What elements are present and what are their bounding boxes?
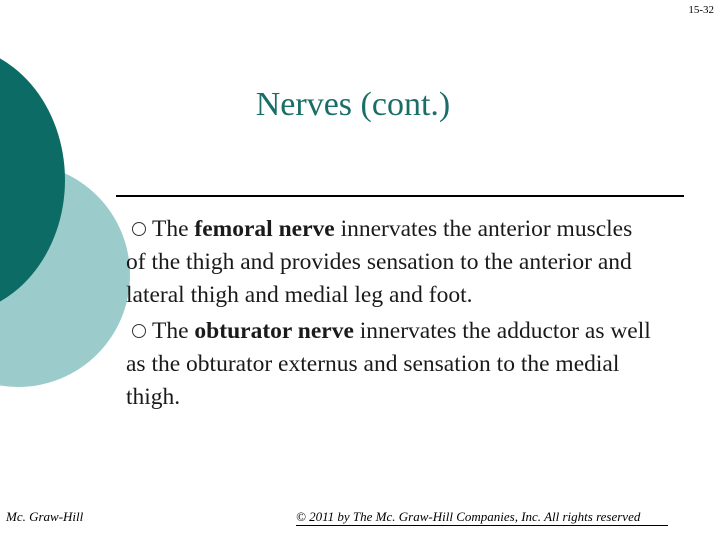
footer-underline [296, 525, 668, 526]
bullet-item-obturator-nerve [126, 315, 656, 414]
bullet-text-before: The [152, 318, 195, 344]
footer-copyright: © 2011 by The Mc. Graw-Hill Companies, Inc. All rights reserved [296, 509, 641, 524]
bullet-term: obturator nerve [194, 318, 354, 344]
footer-publisher: Mc. Graw-Hill [6, 509, 84, 524]
circle-bullet-icon [132, 324, 146, 338]
bullet-item-femoral-nerve [126, 213, 656, 312]
bullet-list [126, 213, 656, 414]
bullet-text-after: innervates the anterior muscles of the thigh and provides sensation to the anterior and lateral thigh and medial leg and foot. [126, 216, 633, 308]
slide-number: 15-32 [688, 4, 714, 16]
circle-bullet-icon [132, 222, 146, 236]
bullet-text-after: innervates the adductor as well as the obturator externus and sensation to the medial thigh. [126, 318, 651, 410]
bullet-term: femoral nerve [194, 216, 335, 242]
slide-title: Nerves (cont.) [255, 86, 451, 123]
title-divider [116, 195, 684, 197]
bullet-text-before: The [152, 216, 195, 242]
